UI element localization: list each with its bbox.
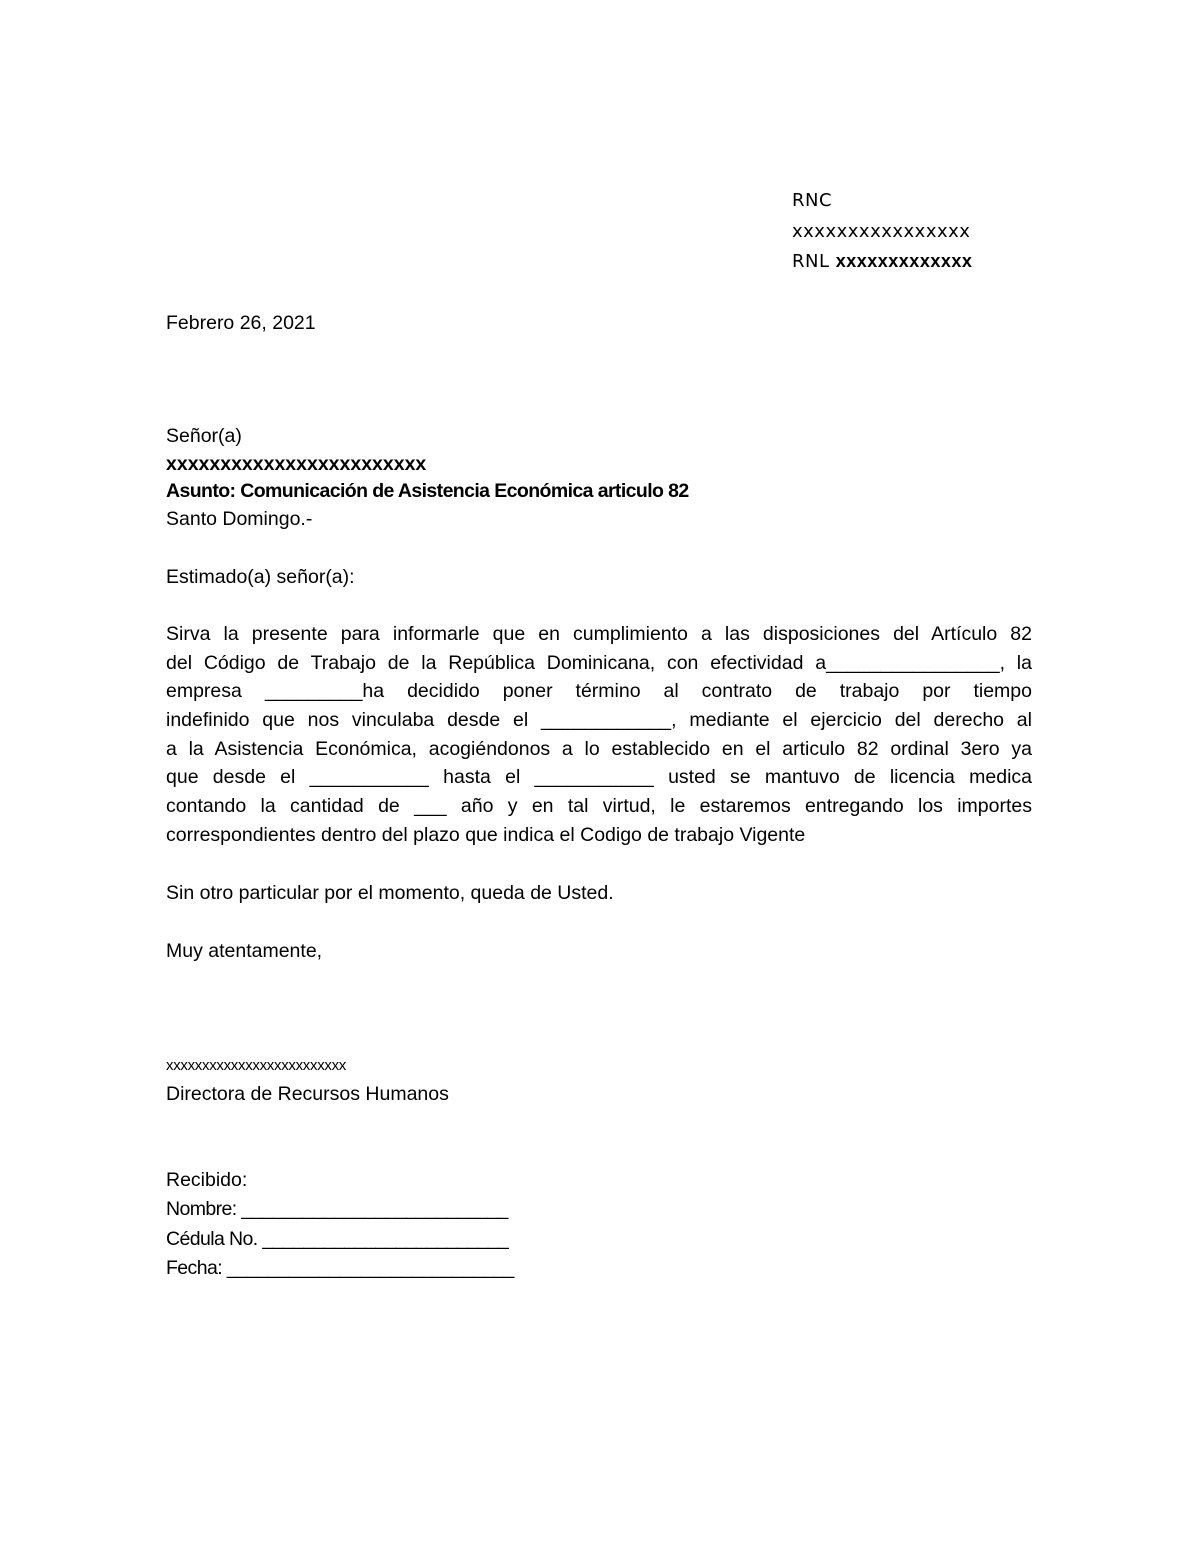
recipient-title: Señor(a) bbox=[166, 425, 242, 447]
valediction: Muy atentamente, bbox=[166, 940, 323, 962]
body-line: del Código de Trabajo de la República Dominicana, con efectividad a________________, la bbox=[166, 651, 1032, 674]
signature-name: xxxxxxxxxxxxxxxxxxxxxxxxx bbox=[166, 1057, 347, 1074]
rnl-line bbox=[792, 247, 972, 276]
letter-date: Febrero 26, 2021 bbox=[166, 312, 316, 334]
receipt-nombre-field: Nombre: __________________________ bbox=[166, 1198, 508, 1220]
body-line: que desde el ___________ hasta el ___________ usted se mantuvo de licencia medica bbox=[166, 766, 1032, 789]
signature-title: Directora de Recursos Humanos bbox=[166, 1083, 449, 1105]
city-line: Santo Domingo.- bbox=[166, 508, 313, 530]
rnl-value: xxxxxxxxxxxxx bbox=[835, 251, 973, 271]
receipt-fecha-field: Fecha: ____________________________ bbox=[166, 1257, 514, 1279]
body-line: Sirva la presente para informarle que en cumplimiento a las disposiciones del Artículo 82 bbox=[166, 623, 1032, 645]
body-paragraph bbox=[166, 620, 1032, 850]
rnc-label: RNC bbox=[792, 190, 833, 211]
body-line: a la Asistencia Económica, acogiéndonos a lo establecido en el articulo 82 ordinal 3ero ya bbox=[166, 737, 1032, 760]
receipt-heading: Recibido: bbox=[166, 1169, 248, 1191]
body-line: indefinido que nos vinculaba desde el ____________, mediante el ejercicio del derecho al bbox=[166, 709, 1032, 732]
subject-line: Asunto: Comunicación de Asistencia Económica articulo 82 bbox=[166, 480, 689, 502]
greeting: Estimado(a) señor(a): bbox=[166, 566, 355, 588]
body-line: empresa _________ha decidido poner término al contrato de trabajo por tiempo bbox=[166, 680, 1032, 703]
body-line: correspondientes dentro del plazo que indica el Codigo de trabajo Vigente bbox=[166, 823, 806, 846]
closing-sentence: Sin otro particular por el momento, queda de Usted. bbox=[166, 882, 614, 904]
receipt-cedula-field: Cédula No. ________________________ bbox=[166, 1228, 509, 1250]
rnl-label: RNL bbox=[792, 251, 836, 272]
rnc-value: xxxxxxxxxxxxxxxx bbox=[792, 221, 971, 242]
recipient-name: xxxxxxxxxxxxxxxxxxxxxxxx bbox=[166, 453, 427, 475]
body-line: contando la cantidad de ___ año y en tal virtud, le estaremos entregando los importes bbox=[166, 795, 1032, 818]
